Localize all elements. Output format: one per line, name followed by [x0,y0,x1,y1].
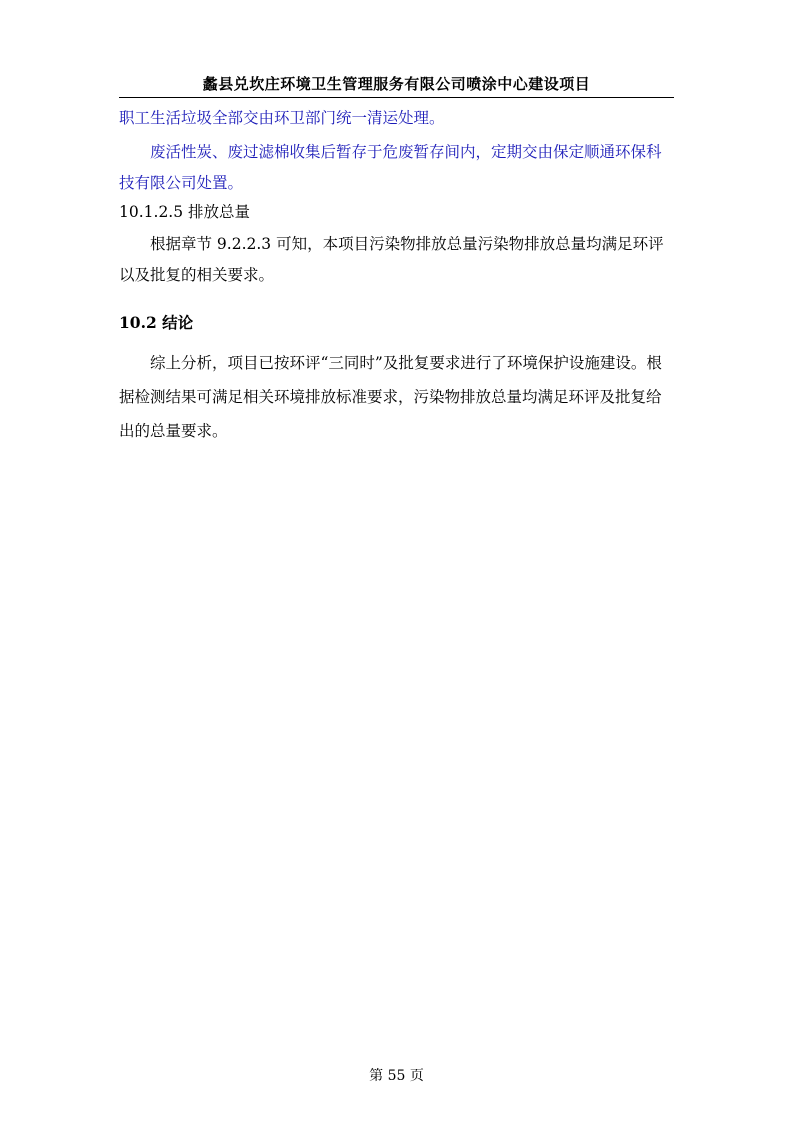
page-header-title: 蠡县兑坎庄环境卫生管理服务有限公司喷涂中心建设项目 [202,75,591,93]
paragraph-line: 职工生活垃圾全部交由环卫部门统一清运处理。 [119,109,445,127]
page-number: 第 55 页 [369,1068,424,1084]
header-divider [119,97,674,98]
paragraph-line: 出的总量要求。 [119,422,228,440]
paragraph-line: 综上分析，项目已按环评“三同时”及批复要求进行了环境保护设施建设。根 [150,354,662,372]
paragraph-line: 以及批复的相关要求。 [119,266,275,284]
section-heading: 10.1.2.5 排放总量 [119,203,251,221]
paragraph-line: 技有限公司处置。 [119,174,244,192]
conclusion-heading: 10.2 结论 [119,313,194,332]
paragraph-line: 废活性炭、废过滤棉收集后暂存于危废暂存间内，定期交由保定顺通环保科 [150,143,662,161]
paragraph-line: 据检测结果可满足相关环境排放标准要求，污染物排放总量均满足环评及批复给 [119,388,662,406]
paragraph-line: 根据章节 9.2.2.3 可知，本项目污染物排放总量污染物排放总量均满足环评 [150,235,664,253]
